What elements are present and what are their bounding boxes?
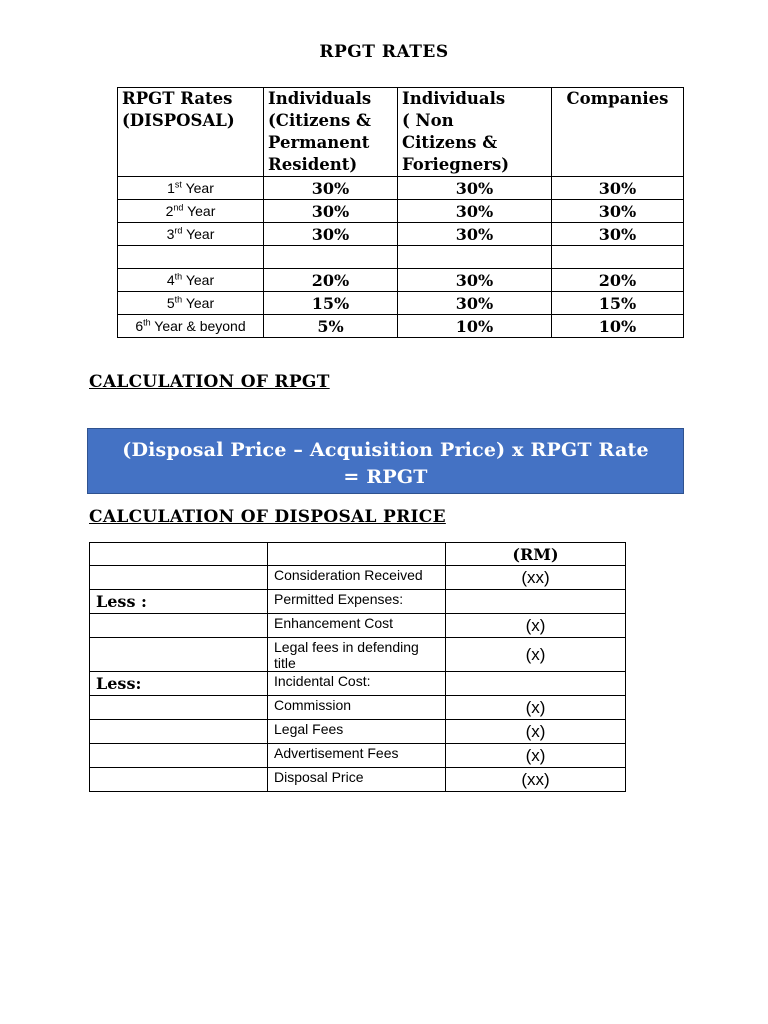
- row-description: Permitted Expenses:: [268, 590, 446, 614]
- rate-cell: 5%: [264, 315, 398, 338]
- rates-row: [118, 177, 684, 200]
- row-label: Less :: [90, 590, 268, 614]
- rate-cell: 30%: [552, 177, 684, 200]
- empty-cell: [90, 543, 268, 566]
- header-line: Foriegners): [402, 155, 510, 174]
- row-label: [90, 638, 268, 672]
- row-description: Legal Fees: [268, 720, 446, 744]
- rates-row: [118, 315, 684, 338]
- rates-row: [118, 200, 684, 223]
- year-label: Year: [181, 180, 214, 196]
- ordinal-suffix: th: [143, 317, 151, 328]
- formula-line-1: (Disposal Price – Acquisition Price) x RPGT Rate: [122, 439, 649, 461]
- header-line: Individuals: [402, 89, 506, 108]
- rate-cell: 10%: [398, 315, 552, 338]
- ordinal-suffix: rd: [174, 225, 183, 236]
- ordinal-suffix: nd: [173, 202, 184, 213]
- header-line: ( Non: [402, 111, 454, 130]
- row-amount: (x): [446, 696, 626, 720]
- year-number: 3: [166, 226, 175, 242]
- row-amount: (x): [446, 744, 626, 768]
- disposal-row: [90, 768, 626, 792]
- calculation-of-disposal-price-heading: CALCULATION OF DISPOSAL PRICE: [89, 507, 446, 527]
- year-label: Year: [182, 272, 215, 288]
- row-amount: (xx): [446, 566, 626, 590]
- year-number: 6: [135, 318, 144, 334]
- header-line: Resident): [268, 155, 358, 174]
- row-amount: (x): [446, 614, 626, 638]
- ordinal-suffix: st: [174, 179, 182, 190]
- calculation-of-rpgt-heading: CALCULATION OF RPGT: [89, 372, 330, 392]
- year-cell: [118, 246, 264, 269]
- rate-cell: 10%: [552, 315, 684, 338]
- row-description: Consideration Received: [268, 566, 446, 590]
- rates-header-row: [118, 88, 684, 177]
- row-amount: [446, 672, 626, 696]
- rate-cell: 30%: [398, 269, 552, 292]
- rpgt-rates-table: [117, 87, 684, 338]
- year-cell: [118, 315, 264, 338]
- year-number: 5: [166, 295, 175, 311]
- header-rpgt-rates: [118, 88, 264, 177]
- year-label: Year & beyond: [150, 318, 246, 334]
- ordinal-suffix: th: [174, 294, 183, 305]
- empty-cell: [268, 543, 446, 566]
- row-description: Legal fees in defending title: [268, 638, 446, 672]
- rates-row: [118, 223, 684, 246]
- year-label: Year: [182, 295, 215, 311]
- row-description: Enhancement Cost: [268, 614, 446, 638]
- disposal-header-row: [90, 543, 626, 566]
- rate-cell: 20%: [552, 269, 684, 292]
- header-line: Citizens &: [402, 133, 498, 152]
- header-line: RPGT Rates: [122, 89, 233, 108]
- ordinal-suffix: th: [174, 271, 183, 282]
- disposal-row: [90, 614, 626, 638]
- rate-cell: 30%: [398, 292, 552, 315]
- rate-cell: [552, 246, 684, 269]
- rate-cell: [264, 246, 398, 269]
- year-label: Year: [182, 226, 215, 242]
- formula-line-2: = RPGT: [343, 466, 428, 488]
- header-line: Permanent: [268, 133, 370, 152]
- header-individuals-non-citizens: [398, 88, 552, 177]
- rate-cell: 30%: [398, 200, 552, 223]
- year-cell: [118, 223, 264, 246]
- row-label: [90, 566, 268, 590]
- year-number: 1: [167, 180, 175, 196]
- row-description: Incidental Cost:: [268, 672, 446, 696]
- header-line: (DISPOSAL): [122, 111, 235, 130]
- disposal-row: [90, 696, 626, 720]
- rate-cell: 20%: [264, 269, 398, 292]
- row-label: [90, 744, 268, 768]
- year-number: 4: [166, 272, 175, 288]
- rates-row: [118, 269, 684, 292]
- row-amount: (x): [446, 638, 626, 672]
- year-number: 2: [165, 203, 174, 219]
- row-label: [90, 696, 268, 720]
- row-label: [90, 720, 268, 744]
- rate-cell: 30%: [264, 223, 398, 246]
- row-description: Disposal Price: [268, 768, 446, 792]
- page-title: RPGT RATES: [319, 42, 449, 62]
- rate-cell: [398, 246, 552, 269]
- disposal-row: [90, 638, 626, 672]
- rate-cell: 30%: [552, 223, 684, 246]
- rpgt-formula-box: [87, 428, 684, 494]
- rates-row: [118, 292, 684, 315]
- disposal-price-table: [89, 542, 626, 792]
- year-cell: [118, 200, 264, 223]
- row-description: Advertisement Fees: [268, 744, 446, 768]
- year-cell: [118, 292, 264, 315]
- rate-cell: 30%: [264, 200, 398, 223]
- disposal-row: [90, 720, 626, 744]
- row-amount: (xx): [446, 768, 626, 792]
- currency-unit-header: (RM): [446, 543, 626, 566]
- year-label: Year: [183, 203, 216, 219]
- header-line: Individuals: [268, 89, 372, 108]
- year-cell: [118, 269, 264, 292]
- rates-row: [118, 246, 684, 269]
- header-individuals-citizens: [264, 88, 398, 177]
- rate-cell: 30%: [398, 177, 552, 200]
- rate-cell: 30%: [552, 200, 684, 223]
- row-label: [90, 614, 268, 638]
- rate-cell: 15%: [264, 292, 398, 315]
- rate-cell: 30%: [264, 177, 398, 200]
- header-line: Companies: [566, 89, 669, 108]
- row-label: [90, 768, 268, 792]
- row-amount: (x): [446, 720, 626, 744]
- row-amount: [446, 590, 626, 614]
- rate-cell: 30%: [398, 223, 552, 246]
- disposal-row: [90, 566, 626, 590]
- rate-cell: 15%: [552, 292, 684, 315]
- disposal-row: [90, 590, 626, 614]
- header-companies: [552, 88, 684, 177]
- row-label: Less:: [90, 672, 268, 696]
- disposal-row: [90, 672, 626, 696]
- year-cell: [118, 177, 264, 200]
- disposal-row: [90, 744, 626, 768]
- row-description: Commission: [268, 696, 446, 720]
- header-line: (Citizens &: [268, 111, 371, 130]
